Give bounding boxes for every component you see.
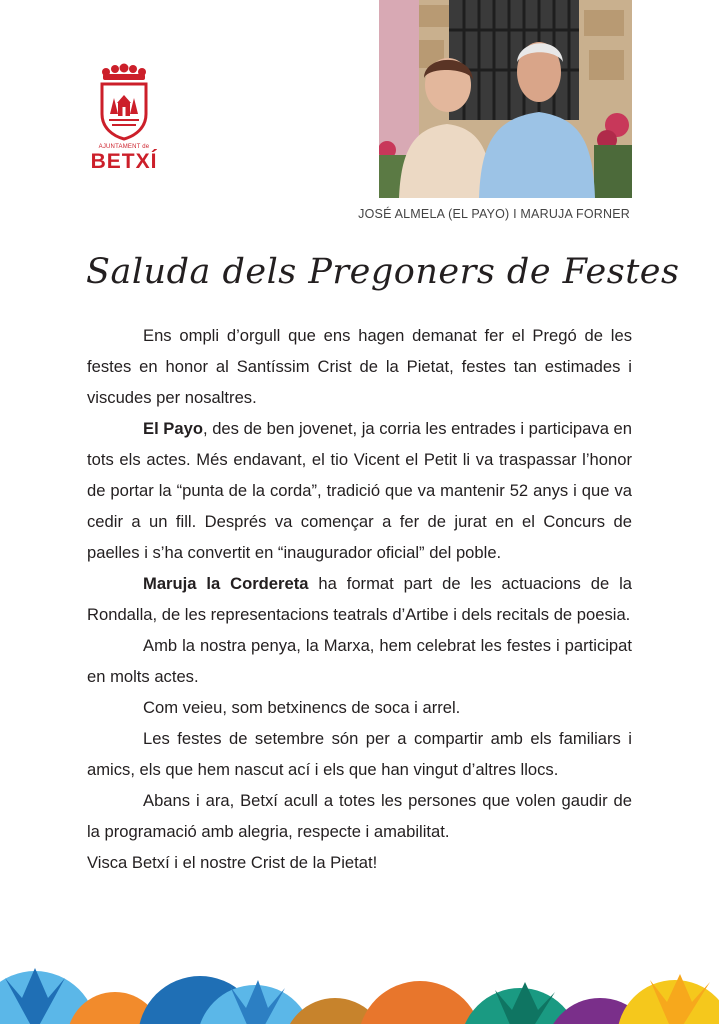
paragraph: El Payo, des de ben jovenet, ja corria les entrades i participava en tots els actes. Més endavant, el tio Vicent el Petit li va traspassar l’honor de portar la “punta de la corda”, tradició que va mantenir 52 anys i que va cedir a un fill. Després va començar a fer de jurat en el Concurs de paelles i s’ha convertit en “inaugurador oficial” del poble. bbox=[87, 419, 632, 562]
paragraph: Abans i ara, Betxí acull a totes les persones que volen gaudir de la programació amb alegria, respecte i amabilitat. bbox=[87, 791, 632, 841]
closing-line: Visca Betxí i el nostre Crist de la Pietat! bbox=[87, 853, 378, 872]
highlight-name: El Payo bbox=[143, 419, 203, 438]
logo-subtitle: AJUNTAMENT de bbox=[98, 144, 150, 150]
article-body bbox=[87, 320, 632, 878]
paragraph: Ens ompli d’orgull que ens hagen demanat fer el Pregó de les festes en honor al Santíssim Crist de la Pietat, festes tan estimades i viscudes per nosaltres. bbox=[87, 326, 632, 407]
photo-caption: JOSÉ ALMELA (EL PAYO) I MARUJA FORNER bbox=[358, 207, 630, 221]
pregoners-photo bbox=[379, 0, 632, 198]
coat-of-arms-icon bbox=[97, 62, 151, 142]
decorative-band bbox=[0, 958, 719, 1024]
paragraph: Amb la nostra penya, la Marxa, hem celebrat les festes i participat en molts actes. bbox=[87, 636, 632, 686]
highlight-name: Maruja la Cordereta bbox=[143, 574, 309, 593]
page-title: Saluda dels Pregoners de Festes bbox=[86, 252, 680, 292]
paragraph: Les festes de setembre són per a compartir amb els familiars i amics, els que hem nascut ací i els que han vingut d’altres llocs. bbox=[87, 729, 632, 779]
paragraph: Maruja la Cordereta ha format part de les actuacions de la Rondalla, de les representacions teatrals d’Artibe i dels recitals de poesia. bbox=[87, 574, 632, 624]
town-logo bbox=[84, 62, 164, 172]
logo-title: BETXÍ bbox=[90, 150, 158, 173]
paragraph: Com veieu, som betxinencs de soca i arrel. bbox=[143, 698, 461, 717]
